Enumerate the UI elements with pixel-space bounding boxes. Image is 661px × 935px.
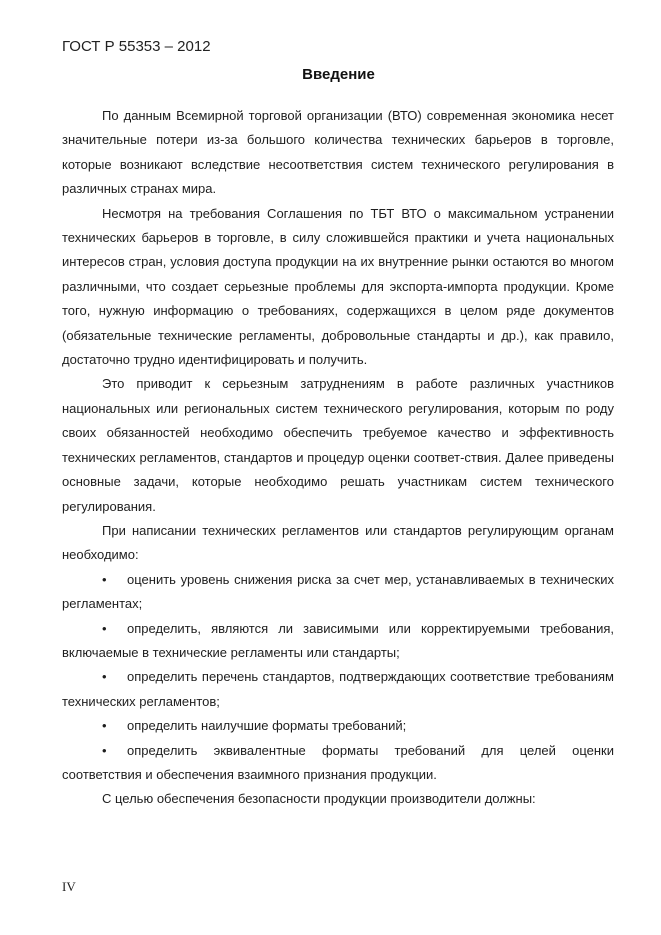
list-item-text: оценить уровень снижения риска за счет мер, устанавливаемых в технических регламентах;	[62, 571, 614, 612]
section-title: Введение	[302, 66, 375, 83]
bullet-icon: •	[102, 571, 107, 587]
page-number: IV	[62, 879, 76, 894]
paragraph: По данным Всемирной торговой организации (ВТО) современная экономика несет значительные потери из-за большого количества технических барьеров в торговле, которые возникают вследствие несоответствия систем технического регулирования в различных странах мира.	[62, 108, 614, 197]
list-item-text: определить перечень стандартов, подтверждающих соответствие требованиям технических регламентов;	[62, 669, 614, 709]
paragraph: С целью обеспечения безопасности продукции производители должны:	[102, 791, 536, 807]
list-item	[62, 568, 614, 617]
body-text	[62, 104, 614, 812]
list-item-text: определить, являются ли зависимыми или корректируемыми требования, включаемые в технические регламенты или стандарты;	[62, 620, 614, 660]
paragraph: Это приводит к серьезным затруднениям в работе различных участников национальных или региональных систем технического регулирования, которым по роду своих обязанностей необходимо обеспечить требуемое качество и эффективность технических регламентов, стандартов и процедур оценки соответ-ствия. Далее приведены основные задачи, которые необходимо решать участникам систем технического регулирования.	[62, 376, 614, 514]
list-item	[62, 617, 614, 666]
bullet-icon: •	[102, 620, 107, 636]
bullet-icon: •	[102, 742, 107, 758]
bullet-icon: •	[102, 718, 107, 734]
standard-code: ГОСТ Р 55353 – 2012	[62, 38, 211, 55]
list-item	[62, 665, 614, 714]
list-item	[62, 739, 614, 788]
paragraph: Несмотря на требования Соглашения по ТБТ ВТО о максимальном устранении технических барьеров в торговле, в силу сложившейся практики и учета национальных интересов стран, условия доступа продукции на их внутренние рынки остаются во многом различными, что создает серьезные проблемы для экспорта-импорта продукции. Кроме того, нужную информацию о требованиях, содержащихся в целом ряде документов (обязательные технические регламенты, добровольные стандарты и др.), как правило, достаточно трудно идентифицировать и получить.	[62, 205, 614, 368]
list-item	[62, 714, 614, 738]
list-item-text: определить наилучшие форматы требований;	[127, 718, 407, 734]
bullet-icon: •	[102, 669, 107, 685]
list-item-text: определить эквивалентные форматы требований для целей оценки соответствия и обеспечения взаимного признания продукции.	[62, 742, 614, 782]
paragraph: При написании технических регламентов или стандартов регулирующим органам необходимо:	[62, 522, 614, 563]
